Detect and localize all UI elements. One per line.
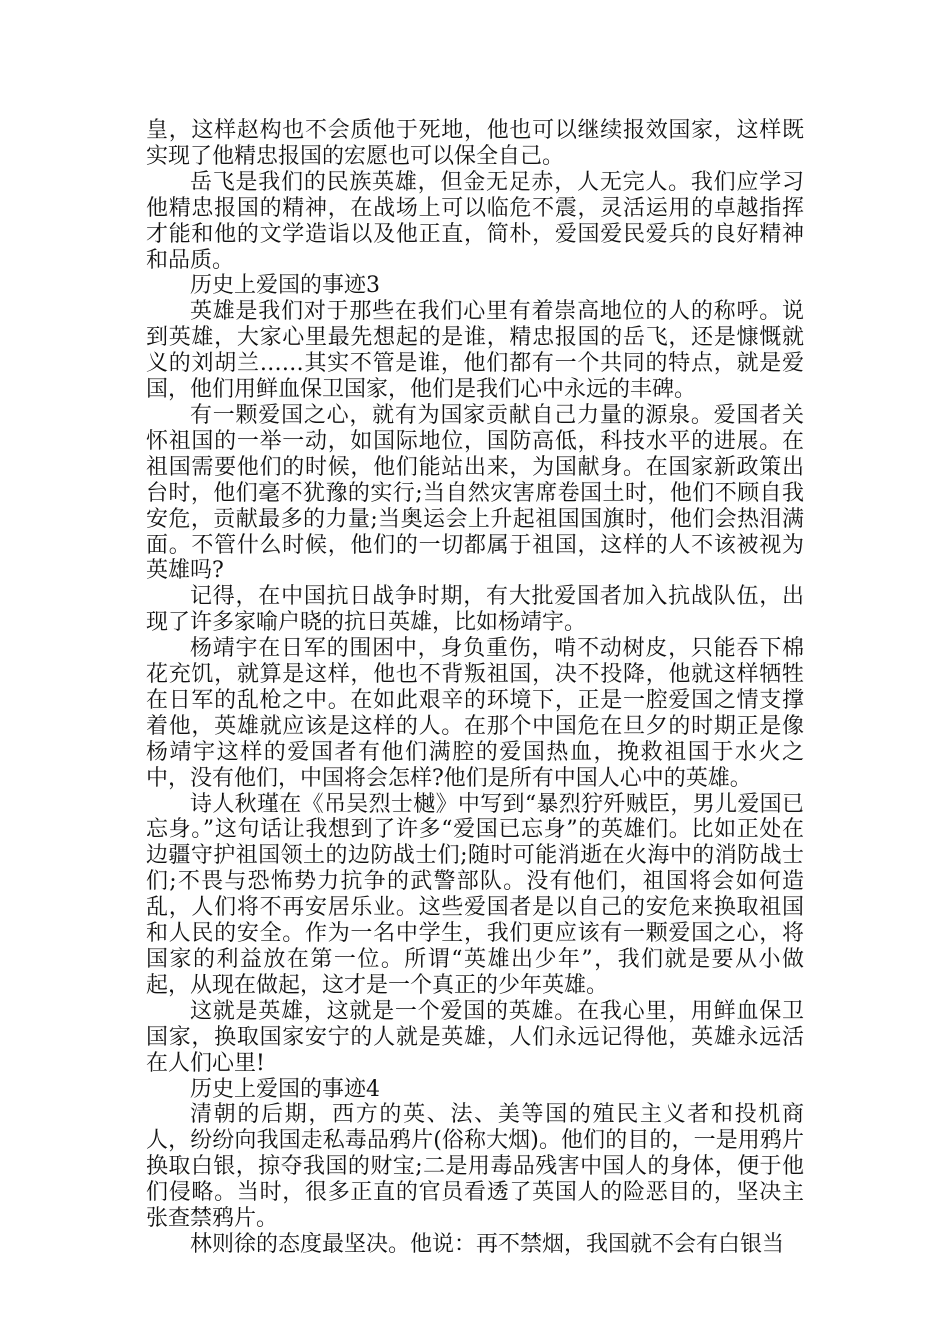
section-heading-3: 历史上爱国的事迹3	[190, 273, 380, 299]
paragraph: 岳飞是我们的民族英雄，但金无足赤，人无完人。我们应学习他精忠报国的精神，在战场上可以临危不震，灵活运用的卓越指挥才能和他的文学造诣以及他正直，简朴，爱国爱民爱兵的良好精神和品质。	[146, 169, 804, 273]
section-heading-4: 历史上爱国的事迹4	[190, 1076, 380, 1102]
paragraph: 林则徐的态度最坚决。他说：再不禁烟，我国就不会有白银当	[190, 1231, 785, 1257]
paragraph: 清朝的后期，西方的英、法、美等国的殖民主义者和投机商人，纷纷向我国走私毒品鸦片(俗称大烟)。他们的目的，一是用鸦片换取白银，掠夺我国的财宝;二是用毒品残害中国人的身体，便于他们侵略。当时，很多正直的官员看透了英国人的险恶目的，坚决主张查禁鸦片。	[146, 1102, 804, 1232]
paragraph: 英雄是我们对于那些在我们心里有着崇高地位的人的称呼。说到英雄，大家心里最先想起的是谁，精忠报国的岳飞，还是慷慨就义的刘胡兰……其实不管是谁，他们都有一个共同的特点，就是爱国，他们用鲜血保卫国家，他们是我们心中永远的丰碑。	[146, 299, 804, 403]
paragraph: 诗人秋瑾在《吊吴烈士樾》中写到“暴烈狞歼贼臣，男儿爱国已忘身。”这句话让我想到了许多“爱国已忘身”的英雄们。比如正处在边疆守护祖国领土的边防战士们;随时可能消逝在火海中的消防战士们;不畏与恐怖势力抗争的武警部队。没有他们，祖国将会如何造乱，人们将不再安居乐业。这些爱国者是以自己的安危来换取祖国和人民的安全。作为一名中学生，我们更应该有一颗爱国之心，将国家的利益放在第一位。所谓“英雄出少年”，我们就是要从小做起，从现在做起，这才是一个真正的少年英雄。	[146, 791, 804, 998]
paragraph: 杨靖宇在日军的围困中，身负重伤，啃不动树皮，只能吞下棉花充饥，就算是这样，他也不背叛祖国，决不投降，他就这样牺牲在日军的乱枪之中。在如此艰辛的环境下，正是一腔爱国之情支撑着他，英雄就应该是这样的人。在那个中国危在旦夕的时期正是像杨靖宇这样的爱国者有他们满腔的爱国热血，挽救祖国于水火之中，没有他们，中国将会怎样?他们是所有中国人心中的英雄。	[146, 636, 804, 791]
document-page	[146, 118, 804, 1258]
paragraph: 这就是英雄，这就是一个爱国的英雄。在我心里，用鲜血保卫国家，换取国家安宁的人就是英雄，人们永远记得他，英雄永远活在人们心里!	[146, 998, 804, 1076]
paragraph: 有一颗爱国之心，就有为国家贡献自己力量的源泉。爱国者关怀祖国的一举一动，如国际地位，国防高低，科技水平的进展。在祖国需要他们的时候，他们能站出来，为国献身。在国家新政策出台时，他们毫不犹豫的实行;当自然灾害席卷国土时，他们不顾自我安危，贡献最多的力量;当奥运会上升起祖国国旗时，他们会热泪满面。不管什么时候，他们的一切都属于祖国，这样的人不该被视为英雄吗?	[146, 402, 804, 584]
paragraph: 记得，在中国抗日战争时期，有大批爱国者加入抗战队伍，出现了许多家喻户晓的抗日英雄，比如杨靖宇。	[146, 584, 804, 636]
paragraph-continuation: 皇，这样赵构也不会质他于死地，他也可以继续报效国家，这样既实现了他精忠报国的宏愿也可以保全自己。	[146, 118, 804, 169]
